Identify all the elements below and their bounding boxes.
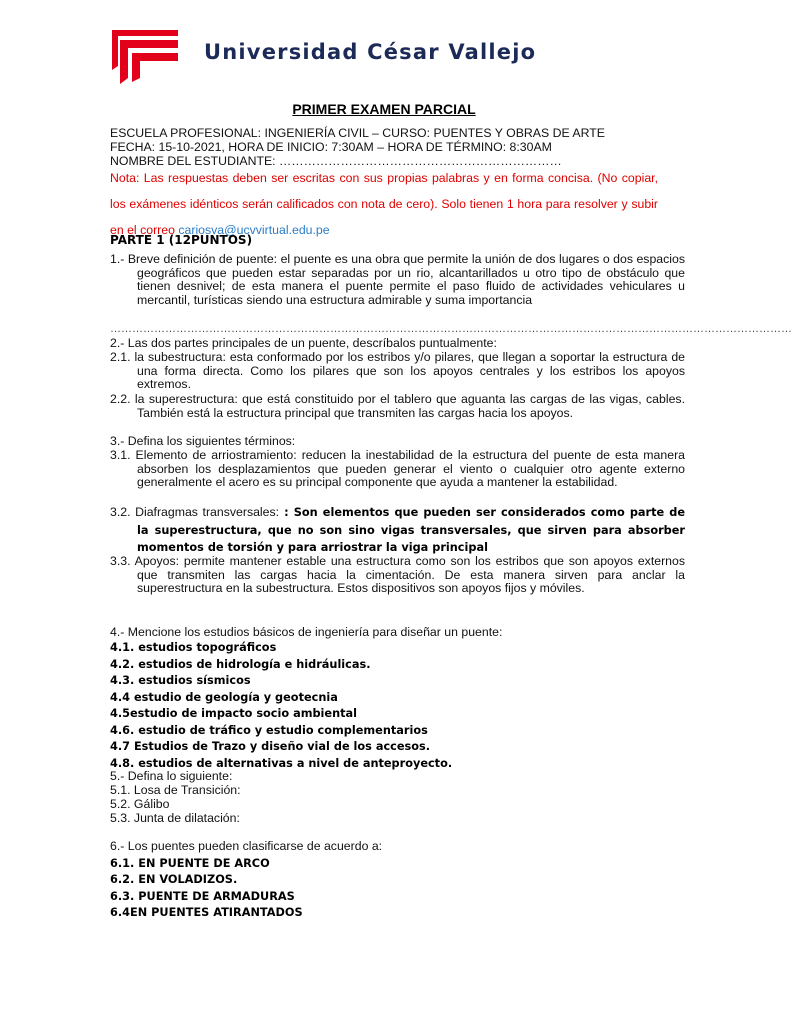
q4-item: 4.4 estudio de geología y geotecnia	[110, 691, 338, 704]
q4-item: 4.5estudio de impacto socio ambiental	[110, 707, 358, 720]
exam-note	[110, 165, 658, 243]
question-3-1: 3.1. Elemento de arriostramiento: reducen la inestabilidad de la estructura del puente de esta manera absorben los desplazamientos que pueden generar el viento o cualquier otro agente externo generalmente el acero es su principal componente que ayuda a mantener la estabilidad.	[110, 448, 685, 490]
question-3-2-label: 3.2. Diafragmas transversales:	[110, 505, 280, 519]
q4-item: 4.7 Estudios de Trazo y diseño vial de los accesos.	[110, 740, 431, 753]
note-text: Nota: Las respuestas deben ser escritas con sus propias palabras y en forma concisa. (No copiar, los exámenes idénticos serán calificados con nota de cero). Solo tienen 1 hora para resolver y subir en el correo	[110, 171, 658, 237]
question-2-2: 2.2. la superestructura: que está constituido por el tablero que aguanta las cargas de las vigas, cables. También está la estructura principal que transmiten las cargas hacia los apoyos.	[110, 392, 685, 420]
university-name: Universidad César Vallejo	[204, 40, 537, 64]
q4-item: 4.2. estudios de hidrología e hidráulicas.	[110, 658, 371, 671]
q6-item: 6.1. EN PUENTE DE ARCO	[110, 857, 270, 870]
q5-item: 5.2. Gálibo	[110, 797, 170, 811]
school-line: ESCUELA PROFESIONAL: INGENIERÍA CIVIL – CURSO: PUENTES Y OBRAS DE ARTE	[110, 126, 605, 140]
note-email[interactable]: cariosva@ucvvirtual.edu.pe	[178, 223, 330, 237]
question-5-intro: 5.- Defina lo siguiente:	[110, 769, 233, 783]
date-line: FECHA: 15-10-2021, HORA DE INICIO: 7:30AM – HORA DE TÉRMINO: 8:30AM	[110, 140, 552, 154]
q4-item: 4.8. estudios de alternativas a nivel de anteproyecto.	[110, 757, 453, 770]
ucv-logo-icon	[108, 26, 182, 86]
q4-item: 4.1. estudios topográficos	[110, 641, 277, 654]
question-3-2	[110, 504, 685, 557]
question-4-intro: 4.- Mencione los estudios básicos de ingeniería para diseñar un puente:	[110, 625, 503, 639]
dotted-separator: ……………………………………………………………………………………………………………………………………………………………………	[110, 323, 792, 335]
question-2-1: 2.1. la subestructura: esta conformado por los estribos y/o pilares, que llegan a soportar la estructura de una forma directa. Como los pilares que son los apoyos centrales y los estribos los apoyos extremos.	[110, 350, 685, 392]
exam-title: PRIMER EXAMEN PARCIAL	[292, 101, 476, 117]
q4-item: 4.3. estudios sísmicos	[110, 674, 251, 687]
q4-item: 4.6. estudio de tráfico y estudio complementarios	[110, 724, 428, 737]
q6-item: 6.3. PUENTE DE ARMADURAS	[110, 890, 295, 903]
question-1: 1.- Breve definición de puente: el puente es una obra que permite la unión de dos lugares o dos espacios geográficos que pueden estar separadas por un rio, alcantarillados u otro tipo de obstáculo que tienen desnivel; de esta manera el puente permite el paso fluido de actividades vehiculares u mercantil, turísticas siendo una estructura admirable y suma importancia	[110, 252, 685, 307]
question-2-intro: 2.- Las dos partes principales de un puente, descríbalos puntualmente:	[110, 336, 497, 350]
question-6-intro: 6.- Los puentes pueden clasificarse de acuerdo a:	[110, 839, 383, 853]
question-3-3: 3.3. Apoyos: permite mantener estable una estructura como son los estribos que son apoyos externos que transmiten las cargas hacia la cimentación. De esta manera sirven para anclar la superestructura en la subestructura. Estos dispositivos son apoyos fijos y móviles.	[110, 554, 685, 596]
question-3-intro: 3.- Defina los siguientes términos:	[110, 434, 296, 448]
student-name-line: NOMBRE DEL ESTUDIANTE: ……………………………………………………………	[110, 154, 562, 168]
q6-item: 6.2. EN VOLADIZOS.	[110, 873, 238, 886]
q6-item: 6.4EN PUENTES ATIRANTADOS	[110, 906, 303, 919]
question-3-2-answer: : Son elementos que pueden ser considerados como parte de la superestructura, que no son sino vigas transversales, que sirven para absorber momentos de torsión y para arriostrar la viga principal	[137, 506, 685, 554]
q5-item: 5.3. Junta de dilatación:	[110, 811, 240, 825]
q5-item: 5.1. Losa de Transición:	[110, 783, 241, 797]
part1-heading: PARTE 1 (12PUNTOS)	[110, 233, 253, 247]
